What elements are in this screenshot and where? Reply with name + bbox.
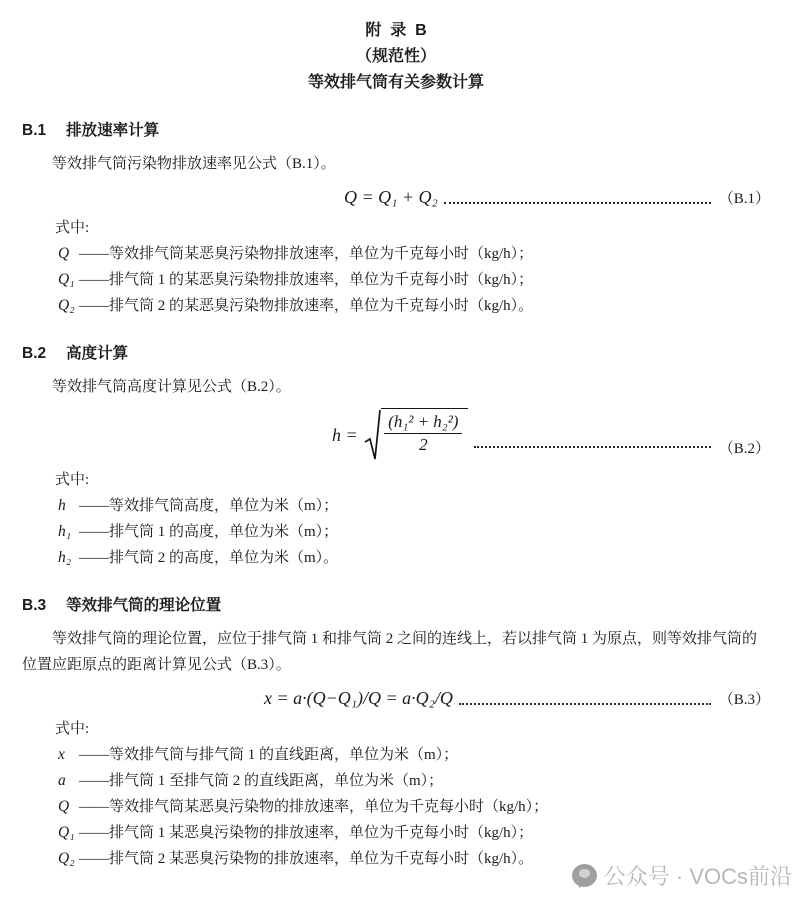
term-definition: ——排气筒 1 某恶臭污染物的排放速率，单位为千克每小时（kg/h）； [79,825,534,841]
term-row [58,267,770,293]
section-number: B.3 [22,597,47,614]
term-definition: ——等效排气筒与排气筒 1 的直线距离，单位为米（m）； [79,747,459,763]
fraction [384,412,462,456]
formula-b3-label: （B.3） [718,692,770,708]
section-title: 排放速率计算 [66,122,160,139]
document-title-block [22,18,770,96]
term-symbol: Q₂ [58,297,75,314]
term-symbol: Q₁ [58,271,75,288]
terms-list-b3 [58,742,770,872]
formula-b1-expression: Q = Q₁ + Q₂ [344,187,438,207]
formula-b3 [22,688,770,709]
term-row [58,293,770,319]
term-row [58,519,770,545]
term-row [58,820,770,846]
term-definition: ——排气筒 1 的某恶臭污染物排放速率，单位为千克每小时（kg/h）； [79,272,534,288]
term-definition: ——等效排气筒某恶臭污染物排放速率，单位为千克每小时（kg/h）； [79,246,534,262]
radical-sign-icon [364,408,382,462]
term-symbol: h [58,497,66,514]
term-row [58,794,770,820]
term-definition: ——排气筒 2 的某恶臭污染物排放速率，单位为千克每小时（kg/h）。 [79,298,534,314]
term-symbol: a [58,772,66,789]
section-heading-b2 [22,343,770,364]
term-definition: ——排气筒 2 的高度，单位为米（m）。 [79,550,339,566]
section-b3-intro: 等效排气筒的理论位置，应位于排气筒 1 和排气筒 2 之间的连线上，若以排气筒 1 为原点，则等效排气筒的位置应距原点的距离计算见公式（B.3）。 [22,631,758,673]
section-b2-intro: 等效排气筒高度计算见公式（B.2）。 [52,379,291,395]
term-definition: ——排气筒 1 的高度，单位为米（m）； [79,524,339,540]
formula-b2-lhs: h = [332,424,363,445]
section-heading-b3 [22,595,770,616]
section-title: 等效排气筒的理论位置 [66,597,222,614]
term-row [58,545,770,571]
term-symbol: Q₁ [58,824,75,841]
where-label-b2: 式中: [55,472,90,488]
wechat-official-account-icon [572,864,597,887]
term-symbol: Q [58,798,70,815]
appendix-subtitle: 等效排气筒有关参数计算 [307,74,484,91]
term-symbol: x [58,746,65,763]
fraction-numerator: (h₁² + h₂²) [384,412,462,434]
dotted-leader [474,446,710,448]
formula-b2-label: （B.2） [718,440,770,457]
section-number: B.2 [22,345,47,362]
appendix-normative-label: （规范性） [355,48,436,65]
section-number: B.1 [22,122,47,139]
term-symbol: h₂ [58,549,72,566]
term-definition: ——排气筒 2 某恶臭污染物的排放速率，单位为千克每小时（kg/h）。 [79,851,534,867]
section-heading-b1 [22,120,770,141]
appendix-title: 附 录 B [365,22,427,39]
section-title: 高度计算 [66,345,129,362]
square-root [364,408,468,462]
formula-b1 [22,187,770,208]
term-symbol: Q₂ [58,850,75,867]
where-label-b1: 式中: [55,220,90,236]
term-row [58,742,770,768]
formula-b1-label: （B.1） [718,191,770,207]
where-label-b3: 式中: [55,721,90,737]
dotted-leader [459,703,711,705]
term-definition: ——等效排气筒高度，单位为米（m）； [79,498,339,514]
term-symbol: h₁ [58,523,72,540]
radicand [381,408,468,456]
terms-list-b1 [58,241,770,319]
fraction-denominator: 2 [419,435,428,455]
section-b1-intro: 等效排气筒污染物排放速率见公式（B.1）。 [52,156,336,172]
watermark [572,860,792,891]
terms-list-b2 [58,493,770,571]
term-definition: ——排气筒 1 至排气筒 2 的直线距离，单位为米（m）； [79,773,444,789]
term-row [58,768,770,794]
dotted-leader [444,202,711,204]
term-definition: ——等效排气筒某恶臭污染物的排放速率，单位为千克每小时（kg/h）； [79,799,549,815]
term-row [58,493,770,519]
term-symbol: Q [58,245,70,262]
formula-b3-expression: x = a·(Q−Q₁)/Q = a·Q₂/Q [264,688,453,708]
watermark-text: 公众号 · VOCs前沿 [603,864,792,889]
term-row [58,241,770,267]
formula-b2 [22,408,770,462]
formula-b2-expression [332,408,468,462]
